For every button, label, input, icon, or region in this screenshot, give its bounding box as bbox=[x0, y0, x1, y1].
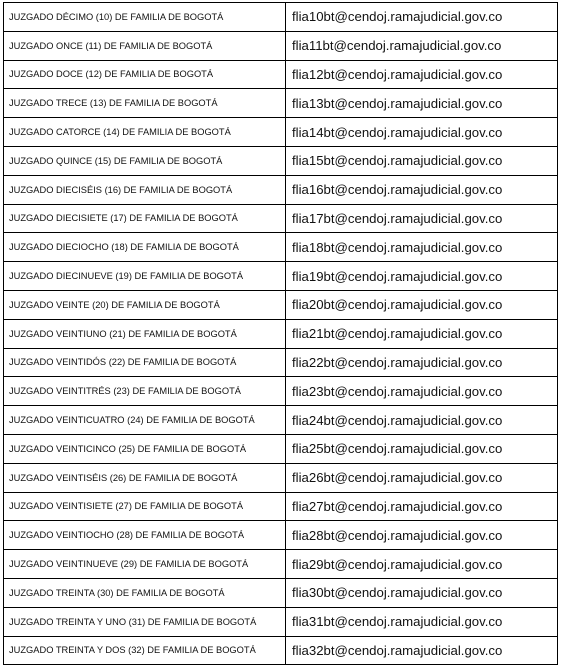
table-row bbox=[4, 262, 558, 291]
court-email-cell: flia26bt@cendoj.ramajudicial.gov.co bbox=[286, 463, 558, 492]
court-name-cell: JUZGADO VEINTE (20) DE FAMILIA DE BOGOTÁ bbox=[4, 290, 286, 319]
court-email-cell: flia17bt@cendoj.ramajudicial.gov.co bbox=[286, 204, 558, 233]
court-name-cell: JUZGADO DIECIOCHO (18) DE FAMILIA DE BOGOTÁ bbox=[4, 233, 286, 262]
court-name-cell: JUZGADO DÉCIMO (10) DE FAMILIA DE BOGOTÁ bbox=[4, 3, 286, 32]
table-row bbox=[4, 60, 558, 89]
court-email-cell: flia23bt@cendoj.ramajudicial.gov.co bbox=[286, 377, 558, 406]
court-email-cell: flia22bt@cendoj.ramajudicial.gov.co bbox=[286, 348, 558, 377]
table-row bbox=[4, 636, 558, 665]
court-email-cell: flia12bt@cendoj.ramajudicial.gov.co bbox=[286, 60, 558, 89]
table-row bbox=[4, 290, 558, 319]
court-email-cell: flia32bt@cendoj.ramajudicial.gov.co bbox=[286, 636, 558, 665]
court-email-cell: flia25bt@cendoj.ramajudicial.gov.co bbox=[286, 434, 558, 463]
court-name-cell: JUZGADO VEINTITRÉS (23) DE FAMILIA DE BOGOTÁ bbox=[4, 377, 286, 406]
court-email-cell: flia20bt@cendoj.ramajudicial.gov.co bbox=[286, 290, 558, 319]
court-directory bbox=[3, 2, 557, 665]
court-name-cell: JUZGADO TRECE (13) DE FAMILIA DE BOGOTÁ bbox=[4, 89, 286, 118]
table-row bbox=[4, 89, 558, 118]
court-name-cell: JUZGADO DIECISIETE (17) DE FAMILIA DE BOGOTÁ bbox=[4, 204, 286, 233]
court-name-cell: JUZGADO VEINTIUNO (21) DE FAMILIA DE BOGOTÁ bbox=[4, 319, 286, 348]
court-email-table bbox=[3, 2, 558, 665]
court-name-cell: JUZGADO VEINTISÉIS (26) DE FAMILIA DE BOGOTÁ bbox=[4, 463, 286, 492]
court-name-cell: JUZGADO QUINCE (15) DE FAMILIA DE BOGOTÁ bbox=[4, 146, 286, 175]
court-email-cell: flia15bt@cendoj.ramajudicial.gov.co bbox=[286, 146, 558, 175]
court-email-cell: flia27bt@cendoj.ramajudicial.gov.co bbox=[286, 492, 558, 521]
court-name-cell: JUZGADO VEINTISIETE (27) DE FAMILIA DE BOGOTÁ bbox=[4, 492, 286, 521]
table-row bbox=[4, 607, 558, 636]
table-row bbox=[4, 319, 558, 348]
court-email-cell: flia30bt@cendoj.ramajudicial.gov.co bbox=[286, 578, 558, 607]
table-row bbox=[4, 434, 558, 463]
table-row bbox=[4, 550, 558, 579]
table-row bbox=[4, 492, 558, 521]
court-name-cell: JUZGADO TREINTA Y DOS (32) DE FAMILIA DE BOGOTÁ bbox=[4, 636, 286, 665]
table-row bbox=[4, 578, 558, 607]
table-row bbox=[4, 3, 558, 32]
court-email-cell: flia24bt@cendoj.ramajudicial.gov.co bbox=[286, 406, 558, 435]
court-email-cell: flia21bt@cendoj.ramajudicial.gov.co bbox=[286, 319, 558, 348]
table-row bbox=[4, 118, 558, 147]
table-row bbox=[4, 406, 558, 435]
court-name-cell: JUZGADO ONCE (11) DE FAMILIA DE BOGOTÁ bbox=[4, 31, 286, 60]
court-email-cell: flia16bt@cendoj.ramajudicial.gov.co bbox=[286, 175, 558, 204]
court-email-cell: flia18bt@cendoj.ramajudicial.gov.co bbox=[286, 233, 558, 262]
court-name-cell: JUZGADO DIECISÉIS (16) DE FAMILIA DE BOGOTÁ bbox=[4, 175, 286, 204]
court-name-cell: JUZGADO CATORCE (14) DE FAMILIA DE BOGOTÁ bbox=[4, 118, 286, 147]
court-name-cell: JUZGADO VEINTICUATRO (24) DE FAMILIA DE BOGOTÁ bbox=[4, 406, 286, 435]
court-email-cell: flia28bt@cendoj.ramajudicial.gov.co bbox=[286, 521, 558, 550]
court-email-cell: flia19bt@cendoj.ramajudicial.gov.co bbox=[286, 262, 558, 291]
court-name-cell: JUZGADO VEINTIOCHO (28) DE FAMILIA DE BOGOTÁ bbox=[4, 521, 286, 550]
table-row bbox=[4, 348, 558, 377]
court-name-cell: JUZGADO VEINTICINCO (25) DE FAMILIA DE BOGOTÁ bbox=[4, 434, 286, 463]
table-row bbox=[4, 175, 558, 204]
table-row bbox=[4, 31, 558, 60]
court-email-cell: flia29bt@cendoj.ramajudicial.gov.co bbox=[286, 550, 558, 579]
court-name-cell: JUZGADO TREINTA Y UNO (31) DE FAMILIA DE BOGOTÁ bbox=[4, 607, 286, 636]
court-email-cell: flia13bt@cendoj.ramajudicial.gov.co bbox=[286, 89, 558, 118]
table-row bbox=[4, 204, 558, 233]
court-name-cell: JUZGADO VEINTINUEVE (29) DE FAMILIA DE BOGOTÁ bbox=[4, 550, 286, 579]
court-name-cell: JUZGADO DIECINUEVE (19) DE FAMILIA DE BOGOTÁ bbox=[4, 262, 286, 291]
table-row bbox=[4, 146, 558, 175]
court-email-cell: flia11bt@cendoj.ramajudicial.gov.co bbox=[286, 31, 558, 60]
table-row bbox=[4, 463, 558, 492]
court-email-cell: flia31bt@cendoj.ramajudicial.gov.co bbox=[286, 607, 558, 636]
court-name-cell: JUZGADO DOCE (12) DE FAMILIA DE BOGOTÁ bbox=[4, 60, 286, 89]
court-email-cell: flia10bt@cendoj.ramajudicial.gov.co bbox=[286, 3, 558, 32]
table-row bbox=[4, 233, 558, 262]
court-name-cell: JUZGADO TREINTA (30) DE FAMILIA DE BOGOTÁ bbox=[4, 578, 286, 607]
court-name-cell: JUZGADO VEINTIDÓS (22) DE FAMILIA DE BOGOTÁ bbox=[4, 348, 286, 377]
table-row bbox=[4, 377, 558, 406]
court-email-cell: flia14bt@cendoj.ramajudicial.gov.co bbox=[286, 118, 558, 147]
table-row bbox=[4, 521, 558, 550]
